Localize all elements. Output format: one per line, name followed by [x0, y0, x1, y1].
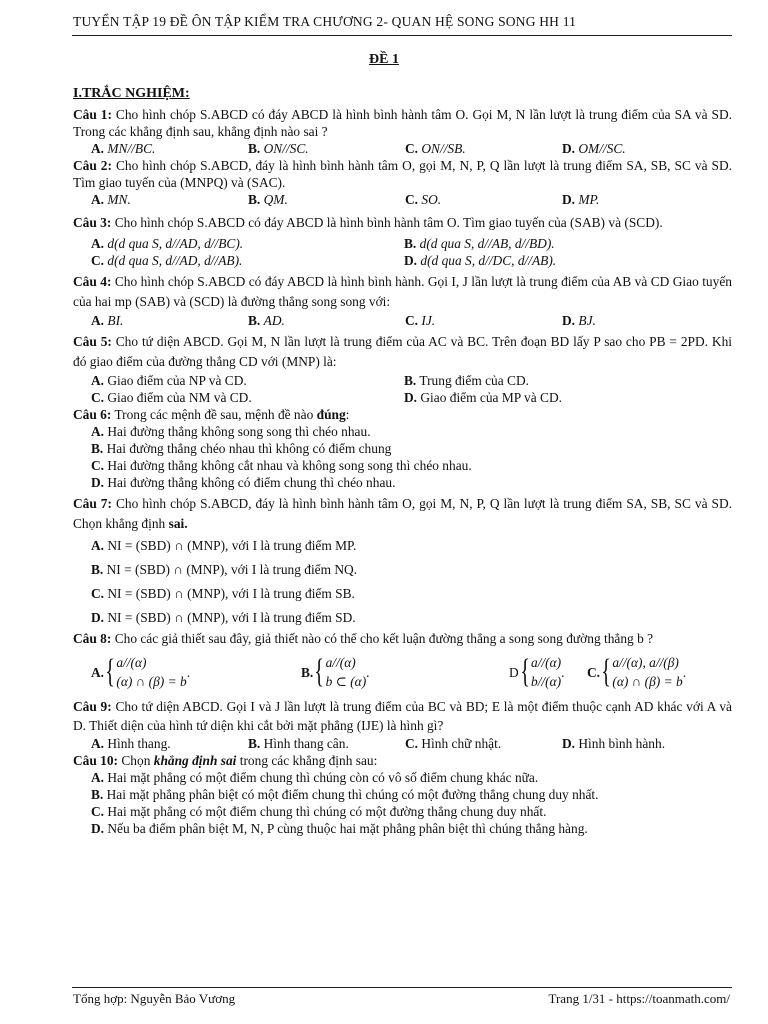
- option-c[interactable]: C. Hình chữ nhật.: [405, 736, 502, 751]
- footer-page-link[interactable]: Trang 1/31 - https://toanmath.com/: [548, 991, 730, 1006]
- option-a[interactable]: A. NI = (SBD) ∩ (MNP), với I là trung điểm MP.: [91, 538, 357, 553]
- option-b[interactable]: B. AD.: [248, 313, 285, 328]
- option-b[interactable]: B. Hình thang cân.: [248, 736, 349, 751]
- option-d[interactable]: D. Giao điểm của MP và CD.: [404, 390, 562, 405]
- page-header: TUYỂN TẬP 19 ĐỀ ÔN TẬP KIỂM TRA CHƯƠNG 2- QUAN HỆ SONG SONG HH 11: [73, 14, 577, 29]
- question-4-options: [73, 312, 732, 329]
- option-a[interactable]: A. d(d qua S, d//AD, d//BC).: [91, 236, 244, 251]
- footer-author: Tổng hợp: Nguyễn Bảo Vương: [73, 991, 236, 1006]
- option-a[interactable]: A. Hình thang.: [91, 736, 171, 751]
- option-b[interactable]: B. Trung điểm của CD.: [404, 373, 529, 388]
- question-5-options-row2: [73, 389, 732, 406]
- option-d[interactable]: D { a//(α) b//(α) .: [509, 653, 565, 690]
- question-9: Câu 9: Cho tứ diện ABCD. Gọi I và J lần lượt là trung điểm của BC và BD; E là một điểm thuộc cạnh AD khác với A và D. Thiết diện của hình tứ diện khi cắt bởi mặt phẳng (IJE) là hình gì?: [73, 699, 732, 733]
- question-9-options: [73, 735, 732, 752]
- question-8-options: [73, 647, 732, 697]
- option-c[interactable]: C. SO.: [405, 192, 442, 207]
- question-1: Câu 1: Cho hình chóp S.ABCD có đáy ABCD là hình bình hành tâm O. Gọi M, N lần lượt là trung điểm của SA và SD. Trong các khẳng định sau, khẳng định nào sai ?: [73, 107, 732, 139]
- question-7: Câu 7: Cho hình chóp S.ABCD, đáy là hình bình hành tâm O, gọi M, N, P, Q lần lượt là trung điểm SA, SB, SC và SD. Chọn khẳng định sai.: [73, 496, 732, 531]
- option-a[interactable]: A. MN//BC.: [91, 141, 156, 156]
- option-a[interactable]: A. Hai đường thẳng không song song thì chéo nhau.: [91, 424, 371, 439]
- question-2-options: [73, 191, 732, 208]
- option-a[interactable]: A. { a//(α) (α) ∩ (β) = b .: [91, 653, 191, 690]
- option-c[interactable]: C. NI = (SBD) ∩ (MNP), với I là trung điểm SB.: [91, 586, 355, 601]
- option-b[interactable]: B. { a//(α) b ⊂ (α) .: [301, 653, 370, 690]
- option-b[interactable]: B. d(d qua S, d//AB, d//BD).: [404, 236, 555, 251]
- question-3: Câu 3: Cho hình chóp S.ABCD có đáy ABCD là hình bình hành tâm O. Tìm giao tuyến của (SAB) và (SCD).: [73, 215, 663, 230]
- option-a[interactable]: A. Hai mặt phẳng có một điểm chung thì chúng còn có vô số điểm chung khác nữa.: [91, 770, 539, 785]
- option-c[interactable]: C. d(d qua S, d//AD, d//AB).: [91, 253, 243, 268]
- option-b[interactable]: B. Hai đường thẳng chéo nhau thì không có điểm chung: [91, 441, 392, 456]
- section-heading: I.TRẮC NGHIỆM:: [73, 86, 190, 101]
- option-d[interactable]: D. d(d qua S, d//DC, d//AB).: [404, 253, 557, 268]
- option-c[interactable]: C. Hai đường thẳng không cắt nhau và không song song thì chéo nhau.: [91, 458, 472, 473]
- option-c[interactable]: C. Giao điểm của NM và CD.: [91, 390, 252, 405]
- question-2: Câu 2: Cho hình chóp S.ABCD, đáy là hình bình hành tâm O, gọi M, N, P, Q lần lượt là trung điểm SA, SB, SC và SD. Tìm giao tuyến của (MNPQ) và (SAC).: [73, 158, 732, 190]
- question-8: Câu 8: Cho các giả thiết sau đây, giả thiết nào có thể cho kết luận đường thẳng a song song đường thẳng b ?: [73, 631, 654, 646]
- footer-rule: [72, 987, 732, 988]
- option-d[interactable]: D. MP.: [562, 192, 600, 207]
- header-rule: [72, 35, 732, 36]
- question-3-options-row2: [73, 252, 732, 269]
- option-b[interactable]: B. Hai mặt phẳng phân biệt có một điểm chung thì chúng có một đường thẳng chung duy nhất.: [91, 787, 599, 802]
- option-d[interactable]: D. Nếu ba điểm phân biệt M, N, P cùng thuộc hai mặt phẳng phân biệt thì chúng thẳng hàng.: [91, 821, 588, 836]
- option-d[interactable]: D. Hình bình hành.: [562, 736, 666, 751]
- question-1-options: [73, 140, 732, 157]
- exam-title: ĐỀ 1: [369, 52, 399, 67]
- option-d[interactable]: D. NI = (SBD) ∩ (MNP), với I là trung điểm SD.: [91, 610, 356, 625]
- option-a[interactable]: A. Giao điểm của NP và CD.: [91, 373, 247, 388]
- option-c[interactable]: C. IJ.: [405, 313, 436, 328]
- option-d[interactable]: D. Hai đường thẳng không có điểm chung thì chéo nhau.: [91, 475, 396, 490]
- question-6: Câu 6: Trong các mệnh đề sau, mệnh đề nào đúng:: [73, 407, 350, 422]
- questions: [73, 106, 732, 837]
- option-c[interactable]: C. Hai mặt phẳng có một điểm chung thì chúng có một đường thẳng chung duy nhất.: [91, 804, 547, 819]
- option-d[interactable]: D. OM//SC.: [562, 141, 626, 156]
- option-c[interactable]: C. ON//SB.: [405, 141, 466, 156]
- question-10: Câu 10: Chọn khẳng định sai trong các khẳng định sau:: [73, 753, 378, 768]
- question-5: Câu 5: Cho tứ diện ABCD. Gọi M, N lần lượt là trung điểm của AC và BC. Trên đoạn BD lấy P sao cho PB = 2PD. Khi đó giao điểm của đường thẳng CD với (MNP) là:: [73, 334, 732, 369]
- question-4: Câu 4: Cho hình chóp S.ABCD có đáy ABCD là hình bình hành. Gọi I, J lần lượt là trung điểm của AB và CD Giao tuyến của hai mp (SAB) và (SCD) là đường thẳng song song với:: [73, 274, 732, 309]
- option-b[interactable]: B. QM.: [248, 192, 288, 207]
- option-d[interactable]: D. BJ.: [562, 313, 596, 328]
- option-b[interactable]: B. NI = (SBD) ∩ (MNP), với I là trung điểm NQ.: [91, 562, 358, 577]
- option-a[interactable]: A. BI.: [91, 313, 124, 328]
- question-5-options-row1: [73, 372, 732, 389]
- option-b[interactable]: B. ON//SC.: [248, 141, 309, 156]
- option-c[interactable]: C. { a//(α), a//(β) (α) ∩ (β) = b .: [587, 653, 687, 690]
- question-3-options-row1: [73, 235, 732, 252]
- option-a[interactable]: A. MN.: [91, 192, 131, 207]
